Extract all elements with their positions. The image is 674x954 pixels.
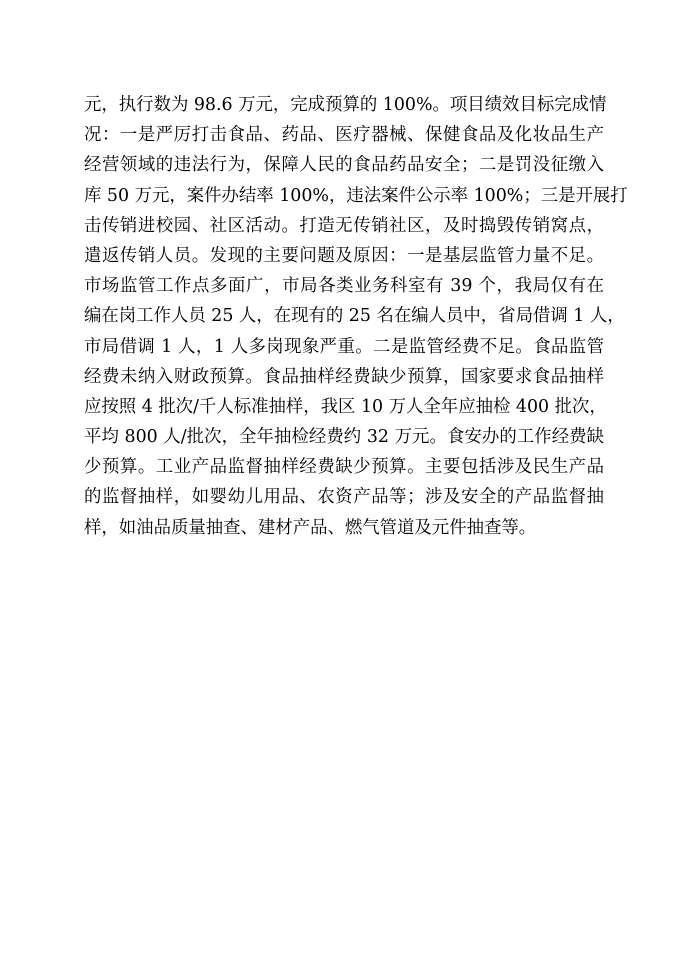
text-line: 样，如油品质量抽查、建材产品、燃气管道及元件抽查等。 xyxy=(84,517,537,538)
text-line: 经营领域的违法行为，保障人民的食品药品安全；二是罚没征缴入 xyxy=(84,155,604,176)
text-line: 况：一是严厉打击食品、药品、医疗器械、保健食品及化妆品生产 xyxy=(84,125,604,146)
text-line: 元，执行数为 98.6 万元，完成预算的 100%。项目绩效目标完成情 xyxy=(84,95,607,115)
text-line: 击传销进校园、社区活动。打造无传销社区，及时捣毁传销窝点， xyxy=(84,215,604,236)
body-paragraph xyxy=(84,90,628,543)
text-line: 经费未纳入财政预算。食品抽样经费缺少预算，国家要求食品抽样 xyxy=(84,366,604,387)
text-line: 少预算。工业产品监督抽样经费缺少预算。主要包括涉及民生产品 xyxy=(84,457,604,478)
text-line: 市局借调 1 人，1 人多岗现象严重。二是监管经费不足。食品监管 xyxy=(84,336,604,357)
text-line: 编在岗工作人员 25 人，在现有的 25 名在编人员中，省局借调 1 人， xyxy=(84,306,625,327)
text-line: 遣返传销人员。发现的主要问题及原因：一是基层监管力量不足。 xyxy=(84,245,604,266)
text-line: 应按照 4 批次/千人标准抽样，我区 10 万人全年应抽检 400 批次， xyxy=(84,396,607,417)
text-line: 市场监管工作点多面广，市局各类业务科室有 39 个，我局仅有在 xyxy=(84,276,604,297)
text-line: 的监督抽样，如婴幼儿用品、农资产品等；涉及安全的产品监督抽 xyxy=(84,487,604,508)
text-line: 库 50 万元，案件办结率 100%，违法案件公示率 100%；三是开展打 xyxy=(84,185,628,206)
text-line: 平均 800 人/批次，全年抽检经费约 32 万元。食安办的工作经费缺 xyxy=(84,427,604,448)
